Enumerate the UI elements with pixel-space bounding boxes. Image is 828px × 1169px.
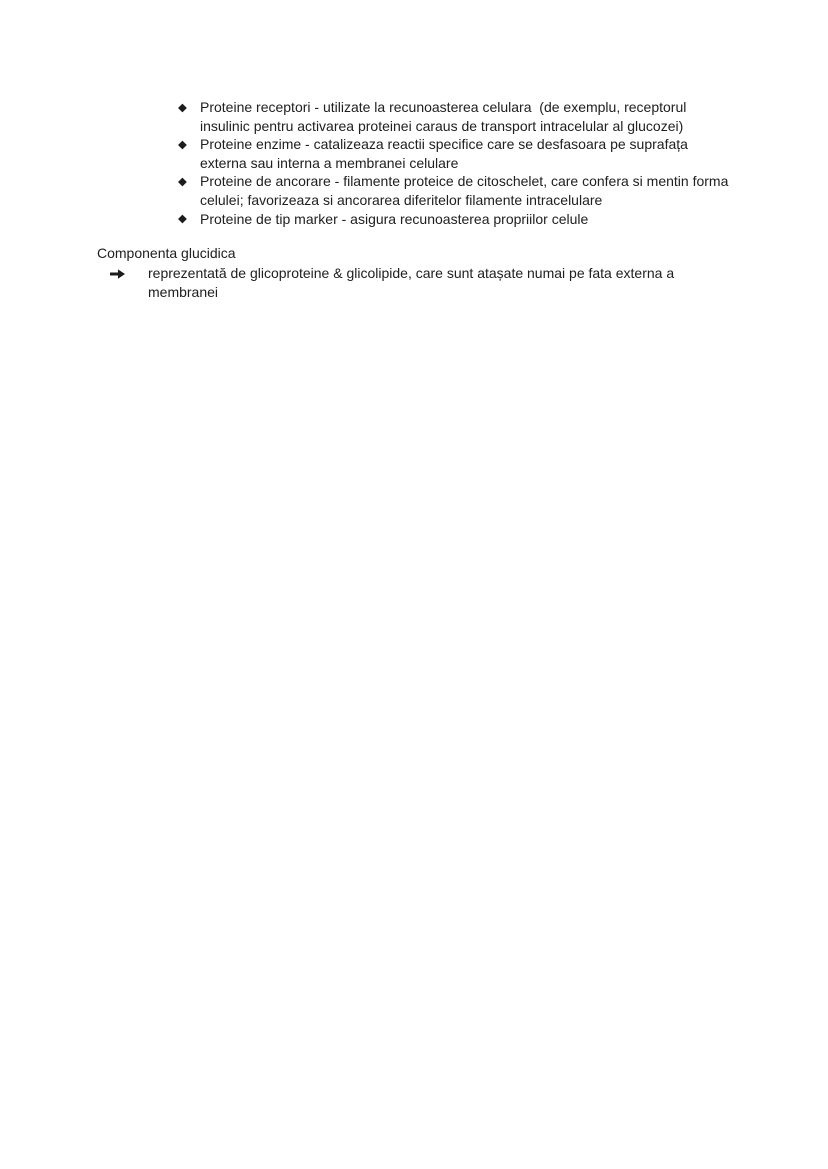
- diamond-bullet-icon: ◆: [178, 136, 187, 151]
- arrow-item-glicoproteine: [148, 264, 718, 301]
- diamond-bullet-icon: ◆: [178, 99, 187, 114]
- bullet-line: externa sau interna a membranei celulare: [200, 154, 459, 171]
- arrow-line: membranei: [148, 283, 219, 300]
- diamond-bullet-icon: ◆: [178, 211, 187, 226]
- bullet-line: Proteine de tip marker - asigura recunoasterea propriilor celule: [200, 210, 589, 227]
- bullet-line: Proteine de ancorare - filamente proteice de citoschelet, care confera si mentin forma: [200, 173, 729, 190]
- bullet-line: Proteine receptori - utilizate la recunoasterea celulara (de exemplu, receptorul: [200, 99, 687, 115]
- diamond-bullet-icon: ◆: [178, 173, 187, 188]
- bullet-line: Proteine enzime - catalizeaza reactii specifice care se desfasoara pe suprafața: [200, 136, 688, 153]
- bullet-item-receptori: [178, 98, 728, 135]
- bullet-item-enzime: [178, 135, 728, 172]
- protein-bullet-list: [178, 98, 729, 228]
- bullet-line: insulinic pentru activarea proteinei caraus de transport intracelular al glucozei): [200, 117, 684, 134]
- section-heading-componenta-glucidica: Componenta glucidica: [97, 245, 236, 261]
- glucid-arrow-list: [148, 264, 718, 301]
- bullet-line: celulei; favorizeaza si ancorarea diferitelor filamente intracelulare: [200, 191, 603, 208]
- arrow-line: reprezentată de glicoproteine & glicolipide, care sunt atașate numai pe fata externa a: [148, 265, 675, 281]
- arrow-bullet-icon: [110, 269, 125, 279]
- bullet-item-marker: [178, 210, 728, 229]
- bullet-item-ancorare: [178, 172, 729, 209]
